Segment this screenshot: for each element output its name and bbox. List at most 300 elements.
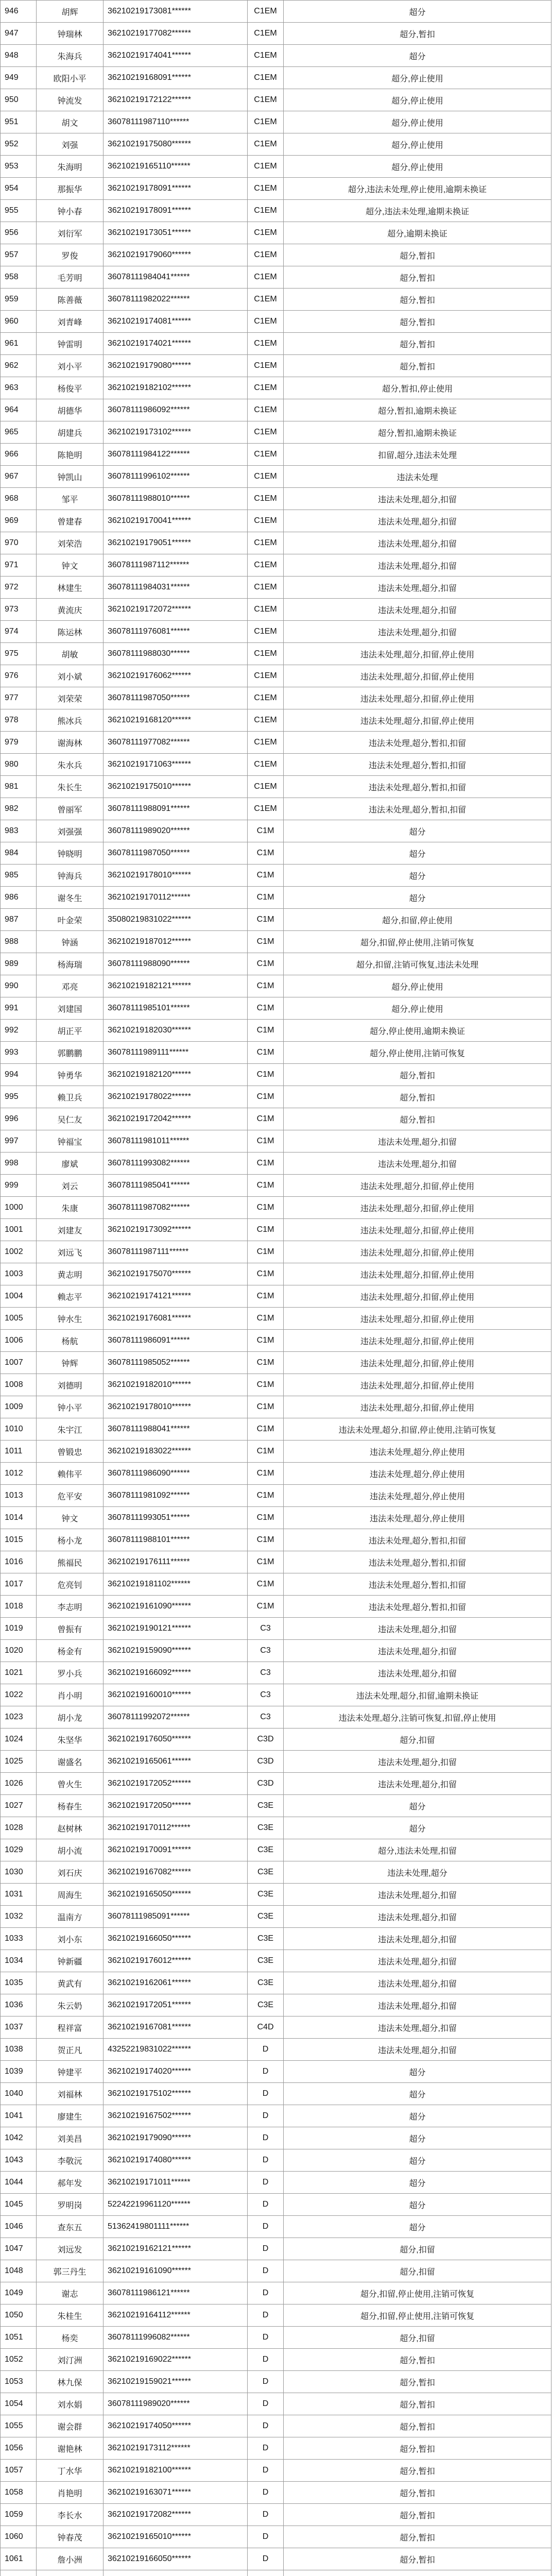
- violation-status: 违法未处理,超分,扣留: [284, 1618, 551, 1640]
- row-number: 986: [1, 887, 37, 909]
- row-number: 1020: [1, 1640, 37, 1662]
- id-number: 36210219178091******: [104, 200, 248, 222]
- driver-name: 钟文: [37, 1507, 104, 1529]
- driver-name: 廖建生: [37, 2105, 104, 2127]
- license-class: C1M: [248, 1130, 284, 1153]
- table-row: [1, 1374, 551, 1396]
- row-number: 1042: [1, 2127, 37, 2149]
- id-number: 36210219159090******: [104, 1640, 248, 1662]
- license-class: C1EM: [248, 421, 284, 444]
- row-number: 998: [1, 1153, 37, 1175]
- id-number: 36078111993082******: [104, 1153, 248, 1175]
- row-number: 1002: [1, 1241, 37, 1263]
- row-number: 1061: [1, 2548, 37, 2570]
- row-number: 1060: [1, 2526, 37, 2548]
- table-row: [1, 2016, 551, 2039]
- row-number: 971: [1, 554, 37, 577]
- row-number: 1000: [1, 1197, 37, 1219]
- row-number: 1035: [1, 1972, 37, 1994]
- violation-status: 超分,扣留,停止使用,注销可恢复: [284, 931, 551, 953]
- table-row: [1, 1330, 551, 1352]
- driver-name: 周海生: [37, 1884, 104, 1906]
- license-class: C1M: [248, 1285, 284, 1308]
- row-number: 1028: [1, 1817, 37, 1839]
- driver-name: 谢艳林: [37, 2437, 104, 2460]
- table-row: [1, 1086, 551, 1108]
- table-row: [1, 2282, 551, 2304]
- violation-status: 超分,停止使用,注销可恢复: [284, 1042, 551, 1064]
- row-number: 963: [1, 377, 37, 399]
- violation-status: 超分,扣留: [284, 2327, 551, 2349]
- id-number: 36210219178091******: [104, 178, 248, 200]
- row-number: 980: [1, 754, 37, 776]
- row-number: 970: [1, 532, 37, 554]
- row-number: 1003: [1, 1263, 37, 1285]
- id-number: 43252219831022******: [104, 2039, 248, 2061]
- id-number: 36210219165110******: [104, 156, 248, 178]
- table-row: [1, 2526, 551, 2548]
- license-class: C1EM: [248, 599, 284, 621]
- row-number: 968: [1, 488, 37, 510]
- row-number: [1, 2570, 37, 2576]
- id-number: 36210219172082******: [104, 2504, 248, 2526]
- id-number: 36210219170112******: [104, 887, 248, 909]
- table-row: [1, 1861, 551, 1884]
- license-class: C3E: [248, 1817, 284, 1839]
- table-row: [1, 266, 551, 289]
- license-class: C1EM: [248, 399, 284, 421]
- table-row: [1, 865, 551, 887]
- id-number: 36078111987050******: [104, 687, 248, 709]
- id-number: 36210219176012******: [104, 1950, 248, 1972]
- license-class: C1EM: [248, 621, 284, 643]
- row-number: 1013: [1, 1485, 37, 1507]
- driver-name: 钟水生: [37, 1308, 104, 1330]
- license-class: C1EM: [248, 687, 284, 709]
- row-number: 1040: [1, 2083, 37, 2105]
- violation-status: 超分,停止使用: [284, 111, 551, 133]
- row-number: 956: [1, 222, 37, 244]
- violation-status: 超分: [284, 45, 551, 67]
- table-row: [1, 2238, 551, 2260]
- table-row: [1, 776, 551, 798]
- table-row: [1, 709, 551, 732]
- license-class: C4D: [248, 2016, 284, 2039]
- violation-status: 违法未处理,超分,扣留: [284, 1972, 551, 1994]
- table-row: [1, 399, 551, 421]
- driver-name: 郭鹏鹏: [37, 1042, 104, 1064]
- row-number: 984: [1, 842, 37, 865]
- license-class: C3E: [248, 1994, 284, 2016]
- table-row: [1, 178, 551, 200]
- table-row: [1, 1241, 551, 1263]
- license-class: C1M: [248, 1352, 284, 1374]
- violation-status: 违法未处理,超分,注销可恢复,扣留,停止使用: [284, 1706, 551, 1728]
- license-class: C1EM: [248, 178, 284, 200]
- id-number: 36078111985041******: [104, 1175, 248, 1197]
- id-number: 36210219173112******: [104, 2437, 248, 2460]
- driver-name: 刘德明: [37, 1374, 104, 1396]
- row-number: 1026: [1, 1773, 37, 1795]
- violation-status: 超分,暂扣: [284, 1086, 551, 1108]
- driver-name: 朱云奶: [37, 1994, 104, 2016]
- id-number: 36078111986121******: [104, 2282, 248, 2304]
- id-number: 36078111984041******: [104, 266, 248, 289]
- violation-status: 违法未处理,超分,扣留: [284, 1662, 551, 1684]
- id-number: 36210219167081******: [104, 2016, 248, 2039]
- id-number: 36210219167502******: [104, 2105, 248, 2127]
- license-class: C1EM: [248, 133, 284, 156]
- row-number: 1014: [1, 1507, 37, 1529]
- violation-status: 违法未处理,超分,扣留: [284, 554, 551, 577]
- row-number: 1025: [1, 1751, 37, 1773]
- license-class: D: [248, 2260, 284, 2282]
- row-number: 953: [1, 156, 37, 178]
- id-number: 36210219177082******: [104, 23, 248, 45]
- license-class: D: [248, 2282, 284, 2304]
- violation-status: 超分,暂扣: [284, 2482, 551, 2504]
- id-number: 36078111986091******: [104, 1330, 248, 1352]
- id-number: 36210219170091******: [104, 1839, 248, 1861]
- row-number: 1038: [1, 2039, 37, 2061]
- id-number: 36210219172051******: [104, 1994, 248, 2016]
- driver-name: 刘远飞: [37, 1241, 104, 1263]
- violation-status: 违法未处理,超分,扣留: [284, 2039, 551, 2061]
- violation-status: 超分,暂扣: [284, 244, 551, 266]
- id-number: 36078111981092******: [104, 1485, 248, 1507]
- table-row: [1, 488, 551, 510]
- table-row: [1, 133, 551, 156]
- driver-name: 林九保: [37, 2371, 104, 2393]
- driver-name: 曾建春: [37, 510, 104, 532]
- violation-status: 违法未处理,超分,扣留: [284, 510, 551, 532]
- driver-name: 陈运林: [37, 621, 104, 643]
- driver-name: [37, 2570, 104, 2576]
- license-class: D: [248, 2194, 284, 2216]
- table-row: [1, 1, 551, 23]
- row-number: 1043: [1, 2149, 37, 2172]
- license-class: C1EM: [248, 311, 284, 333]
- table-row: [1, 820, 551, 842]
- violation-status: 违法未处理,超分,扣留,停止使用: [284, 1263, 551, 1285]
- id-number: 36210219182030******: [104, 1020, 248, 1042]
- license-class: C1EM: [248, 798, 284, 820]
- driver-name: 刘美昌: [37, 2127, 104, 2149]
- id-number: 36210219167082******: [104, 1861, 248, 1884]
- license-class: D: [248, 2083, 284, 2105]
- row-number: 1037: [1, 2016, 37, 2039]
- row-number: 951: [1, 111, 37, 133]
- row-number: 1048: [1, 2260, 37, 2282]
- violation-status: 超分,扣留,停止使用,注销可恢复: [284, 2282, 551, 2304]
- row-number: 1019: [1, 1618, 37, 1640]
- violation-status: 违法未处理,超分,暂扣,扣留: [284, 1596, 551, 1618]
- license-class: C1M: [248, 997, 284, 1020]
- table-row: [1, 2039, 551, 2061]
- id-number: 36210219182010******: [104, 1374, 248, 1396]
- violation-status: 超分,违法未处理,扣留: [284, 1839, 551, 1861]
- id-number: 36210219159021******: [104, 2371, 248, 2393]
- license-class: C1M: [248, 1573, 284, 1596]
- row-number: 1036: [1, 1994, 37, 2016]
- license-class: D: [248, 2061, 284, 2083]
- license-class: C1M: [248, 1241, 284, 1263]
- violation-status: 违法未处理,超分,扣留,逾期未换证: [284, 1684, 551, 1706]
- table-row: [1, 1020, 551, 1042]
- violation-status: 违法未处理,超分,暂扣,扣留: [284, 754, 551, 776]
- driver-name: 危亮钊: [37, 1573, 104, 1596]
- row-number: 1022: [1, 1684, 37, 1706]
- id-number: 36210219163071******: [104, 2482, 248, 2504]
- license-class: C1M: [248, 1064, 284, 1086]
- license-class: C1M: [248, 931, 284, 953]
- driver-name: 朱康: [37, 1197, 104, 1219]
- license-class: [248, 2570, 284, 2576]
- row-number: 1027: [1, 1795, 37, 1817]
- license-class: C3: [248, 1706, 284, 1728]
- table-row: [1, 953, 551, 975]
- table-row: [1, 643, 551, 665]
- driver-name: 曾锻忠: [37, 1440, 104, 1463]
- table-row: [1, 1308, 551, 1330]
- violation-status: 超分: [284, 820, 551, 842]
- table-row: [1, 1042, 551, 1064]
- row-number: 948: [1, 45, 37, 67]
- table-row: [1, 2304, 551, 2327]
- table-row: [1, 1817, 551, 1839]
- license-class: C1EM: [248, 244, 284, 266]
- table-row: [1, 2437, 551, 2460]
- driver-name: 钟小平: [37, 1396, 104, 1418]
- table-row: [1, 333, 551, 355]
- violation-status: 超分,暂扣: [284, 2526, 551, 2548]
- table-row: [1, 444, 551, 466]
- table-row: [1, 1108, 551, 1130]
- table-row: [1, 67, 551, 89]
- driver-name: 钟建平: [37, 2061, 104, 2083]
- table-row: [1, 421, 551, 444]
- violation-status: 超分: [284, 2149, 551, 2172]
- driver-name: 刘汀洲: [37, 2349, 104, 2371]
- violation-status: 超分,逾期未换证: [284, 222, 551, 244]
- violation-status: 超分,违法未处理,逾期未换证: [284, 200, 551, 222]
- license-class: D: [248, 2304, 284, 2327]
- id-number: 36210219174020******: [104, 2061, 248, 2083]
- license-class: C1M: [248, 1596, 284, 1618]
- license-class: D: [248, 2526, 284, 2548]
- violation-status: 超分,暂扣: [284, 266, 551, 289]
- table-row: [1, 975, 551, 997]
- violation-status: 超分: [284, 2061, 551, 2083]
- row-number: 1044: [1, 2172, 37, 2194]
- id-number: 36210219183022******: [104, 1440, 248, 1463]
- violation-status: 超分,暂扣: [284, 333, 551, 355]
- driver-name: 谢志: [37, 2282, 104, 2304]
- driver-name: 陈善薇: [37, 289, 104, 311]
- row-number: 1017: [1, 1573, 37, 1596]
- driver-name: 钟瑞林: [37, 23, 104, 45]
- violation-status: 超分,暂扣: [284, 1108, 551, 1130]
- id-number: 36210219172052******: [104, 1773, 248, 1795]
- driver-name: 胡小龙: [37, 1706, 104, 1728]
- license-class: C3E: [248, 1950, 284, 1972]
- table-row: [1, 355, 551, 377]
- id-number: 36210219166050******: [104, 2548, 248, 2570]
- row-number: 1030: [1, 1861, 37, 1884]
- id-number: 36210219181102******: [104, 1573, 248, 1596]
- id-number: 36210219178010******: [104, 865, 248, 887]
- license-class: C1EM: [248, 488, 284, 510]
- driver-name: 钟凯山: [37, 466, 104, 488]
- table-row: [1, 2349, 551, 2371]
- table-row: [1, 111, 551, 133]
- driver-name: 钟流发: [37, 89, 104, 111]
- violation-status: 违法未处理,超分,扣留: [284, 1950, 551, 1972]
- driver-name: 贺正凡: [37, 2039, 104, 2061]
- row-number: 989: [1, 953, 37, 975]
- table-row: [1, 621, 551, 643]
- violation-status: 违法未处理,超分,暂扣,扣留: [284, 1529, 551, 1551]
- license-class: C1EM: [248, 200, 284, 222]
- row-number: 1051: [1, 2327, 37, 2349]
- row-number: 988: [1, 931, 37, 953]
- id-number: 36210219182102******: [104, 377, 248, 399]
- driver-name: 刘青峰: [37, 311, 104, 333]
- row-number: 967: [1, 466, 37, 488]
- row-number: 1052: [1, 2349, 37, 2371]
- license-class: C3E: [248, 1839, 284, 1861]
- id-number: 36078111989020******: [104, 2393, 248, 2415]
- license-class: C3: [248, 1618, 284, 1640]
- license-class: C1M: [248, 1396, 284, 1418]
- driver-name: 李志明: [37, 1596, 104, 1618]
- driver-name: 黄武有: [37, 1972, 104, 1994]
- driver-name: 胡德华: [37, 399, 104, 421]
- row-number: 993: [1, 1042, 37, 1064]
- license-class: D: [248, 2039, 284, 2061]
- license-class: C1M: [248, 1440, 284, 1463]
- license-class: C1M: [248, 1020, 284, 1042]
- violation-status: 违法未处理,超分,扣留: [284, 1130, 551, 1153]
- id-number: 36210219171011******: [104, 2172, 248, 2194]
- violation-status: 超分: [284, 865, 551, 887]
- id-number: 51362419801111******: [104, 2216, 248, 2238]
- violation-status: 违法未处理,超分,扣留,停止使用: [284, 1308, 551, 1330]
- driver-name: 郝年发: [37, 2172, 104, 2194]
- driver-name: 丁水华: [37, 2460, 104, 2482]
- row-number: 1050: [1, 2304, 37, 2327]
- license-class: C1EM: [248, 510, 284, 532]
- table-row: [1, 2393, 551, 2415]
- violation-status: 违法未处理,超分,扣留: [284, 1928, 551, 1950]
- id-number: 36210219166050******: [104, 1928, 248, 1950]
- id-number: 36210219174021******: [104, 333, 248, 355]
- driver-name: 罗小兵: [37, 1662, 104, 1684]
- row-number: 981: [1, 776, 37, 798]
- id-number: 36078111988030******: [104, 643, 248, 665]
- row-number: 996: [1, 1108, 37, 1130]
- license-class: C1M: [248, 1418, 284, 1440]
- driver-name: 熊福民: [37, 1551, 104, 1573]
- table-row: [1, 599, 551, 621]
- table-row: [1, 798, 551, 820]
- violation-status: 违法未处理,超分,扣留,停止使用: [284, 1374, 551, 1396]
- row-number: 1011: [1, 1440, 37, 1463]
- id-number: 36210219176111******: [104, 1551, 248, 1573]
- license-class: D: [248, 2548, 284, 2570]
- row-number: 1006: [1, 1330, 37, 1352]
- row-number: 1009: [1, 1396, 37, 1418]
- table-row: [1, 1197, 551, 1219]
- license-class: D: [248, 2105, 284, 2127]
- license-class: C3D: [248, 1773, 284, 1795]
- driver-name: 杨海瑞: [37, 953, 104, 975]
- row-number: 1055: [1, 2415, 37, 2437]
- license-class: C1EM: [248, 156, 284, 178]
- violation-status: [284, 2570, 551, 2576]
- violation-status: 违法未处理,超分,扣留: [284, 2016, 551, 2039]
- license-class: C3E: [248, 1906, 284, 1928]
- license-class: C1EM: [248, 111, 284, 133]
- violation-status: 违法未处理,超分,扣留: [284, 488, 551, 510]
- id-number: 36078111984122******: [104, 444, 248, 466]
- driver-name: 朱宇江: [37, 1418, 104, 1440]
- id-number: 36078111993051******: [104, 1507, 248, 1529]
- violation-status: 超分,暂扣: [284, 2349, 551, 2371]
- violation-status: 违法未处理,超分,扣留,停止使用: [284, 1197, 551, 1219]
- id-number: 36210219176050******: [104, 1728, 248, 1751]
- driver-name: 刘福林: [37, 2083, 104, 2105]
- row-number: 1023: [1, 1706, 37, 1728]
- table-row: [1, 1795, 551, 1817]
- row-number: 997: [1, 1130, 37, 1153]
- violation-status: 超分: [284, 2127, 551, 2149]
- violation-status: 超分: [284, 1, 551, 23]
- table-row: [1, 2061, 551, 2083]
- table-row: [1, 377, 551, 399]
- violation-status: 违法未处理,超分,停止使用: [284, 1485, 551, 1507]
- driver-name: 邹平: [37, 488, 104, 510]
- row-number: 1047: [1, 2238, 37, 2260]
- table-row: [1, 532, 551, 554]
- driver-name: 曾振有: [37, 1618, 104, 1640]
- id-number: 36210219179090******: [104, 2127, 248, 2149]
- license-class: C1EM: [248, 377, 284, 399]
- violation-status: 违法未处理,超分,扣留,停止使用: [284, 643, 551, 665]
- driver-name: 程祥富: [37, 2016, 104, 2039]
- license-class: C3: [248, 1684, 284, 1706]
- driver-name: 刘小平: [37, 355, 104, 377]
- id-number: 36210219179080******: [104, 355, 248, 377]
- table-row: [1, 732, 551, 754]
- table-row: [1, 754, 551, 776]
- driver-name: 欧阳小平: [37, 67, 104, 89]
- license-class: C1M: [248, 1374, 284, 1396]
- driver-name: 赖志平: [37, 1285, 104, 1308]
- row-number: 1046: [1, 2216, 37, 2238]
- driver-name: 刘强: [37, 133, 104, 156]
- table-row: [1, 2570, 551, 2576]
- driver-name: 林建生: [37, 577, 104, 599]
- table-row: [1, 289, 551, 311]
- id-number: 36210219174081******: [104, 311, 248, 333]
- driver-name: 黄流庆: [37, 599, 104, 621]
- violation-status: 超分,扣留,停止使用: [284, 909, 551, 931]
- license-class: D: [248, 2482, 284, 2504]
- table-row: [1, 2504, 551, 2526]
- license-class: D: [248, 2437, 284, 2460]
- row-number: 958: [1, 266, 37, 289]
